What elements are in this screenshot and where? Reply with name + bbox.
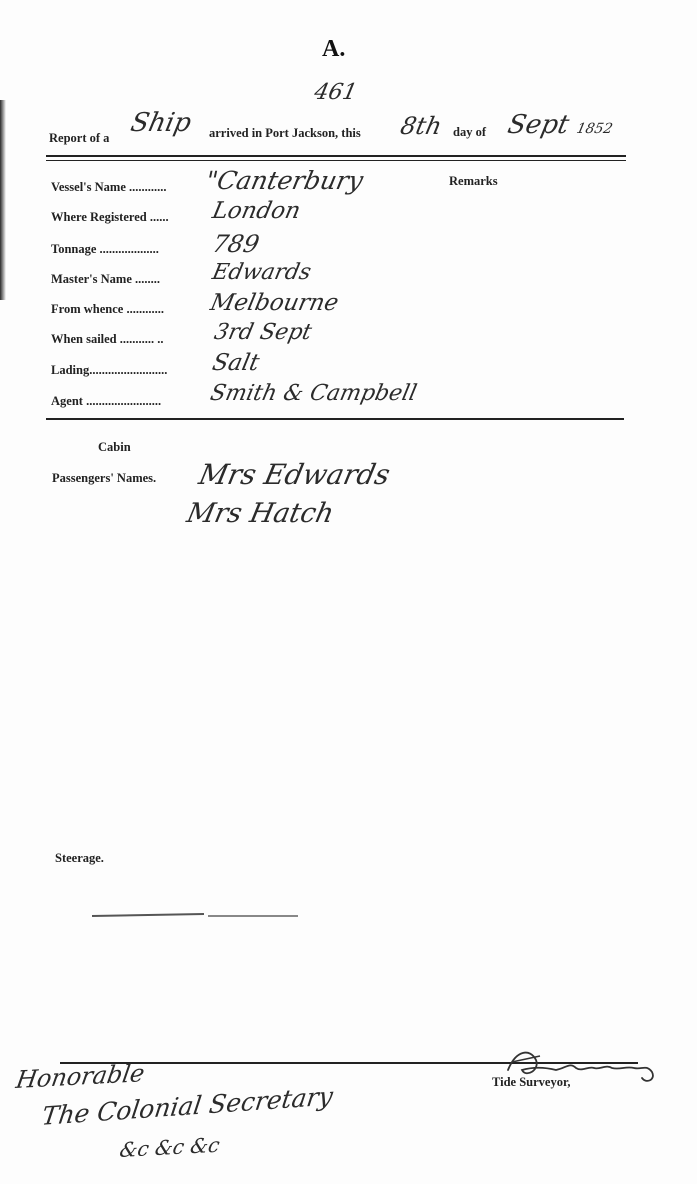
report-month: Sept (505, 110, 572, 140)
field-value-where-registered: London (210, 198, 303, 224)
report-prefix: Report of a (49, 131, 110, 145)
addressee-line: The Colonial Secretary (40, 1081, 335, 1131)
report-arrived: arrived in Port Jackson, this (209, 126, 361, 140)
field-value-tonnage: 789 (210, 230, 262, 258)
field-value-masters-name: Edwards (210, 260, 314, 285)
nil-stroke (92, 913, 204, 916)
field-value-lading: Salt (210, 350, 262, 376)
report-year: 1852 (575, 121, 615, 137)
cabin-passenger: Mrs Edwards (196, 458, 394, 491)
field-label-vessel-name: Vessel's Name ............ (51, 180, 167, 194)
field-label-lading: Lading......................... (51, 363, 168, 377)
passengers-label: Passengers' Names. (52, 471, 157, 485)
cabin-passenger: Mrs Hatch (184, 498, 337, 529)
surveyor-signature (496, 1040, 666, 1100)
header-rule (46, 155, 626, 157)
steerage-label: Steerage. (55, 851, 104, 865)
nil-stroke (208, 915, 298, 917)
field-label-from-whence: From whence ............ (51, 302, 164, 316)
report-day-of: day of (453, 125, 486, 139)
field-value-from-whence: Melbourne (208, 290, 341, 316)
field-label-masters-name: Master's Name ........ (51, 272, 160, 286)
report-day: 8th (398, 112, 445, 140)
tide-surveyor-label: Tide Surveyor, (492, 1075, 571, 1089)
field-label-tonnage: Tonnage ................... (51, 242, 159, 256)
field-value-agent: Smith & Campbell (208, 381, 419, 406)
addressee-line: Honorable (14, 1059, 147, 1094)
vessel-type: Ship (128, 108, 194, 138)
field-label-where-registered: Where Registered ...... (51, 210, 169, 224)
remarks-label: Remarks (449, 174, 498, 188)
form-title: A. (322, 36, 346, 62)
binding-shadow (0, 100, 6, 300)
form-number: 461 (312, 80, 360, 105)
addressee-line: &c &c &c (118, 1132, 222, 1162)
field-value-vessel-name: "Canterbury (203, 166, 366, 195)
fields-rule (46, 418, 624, 420)
field-label-when-sailed: When sailed ........... .. (51, 332, 164, 346)
field-value-when-sailed: 3rd Sept (212, 320, 314, 345)
header-rule-thin (46, 160, 626, 161)
field-label-agent: Agent ........................ (51, 394, 162, 408)
cabin-label: Cabin (98, 440, 131, 454)
